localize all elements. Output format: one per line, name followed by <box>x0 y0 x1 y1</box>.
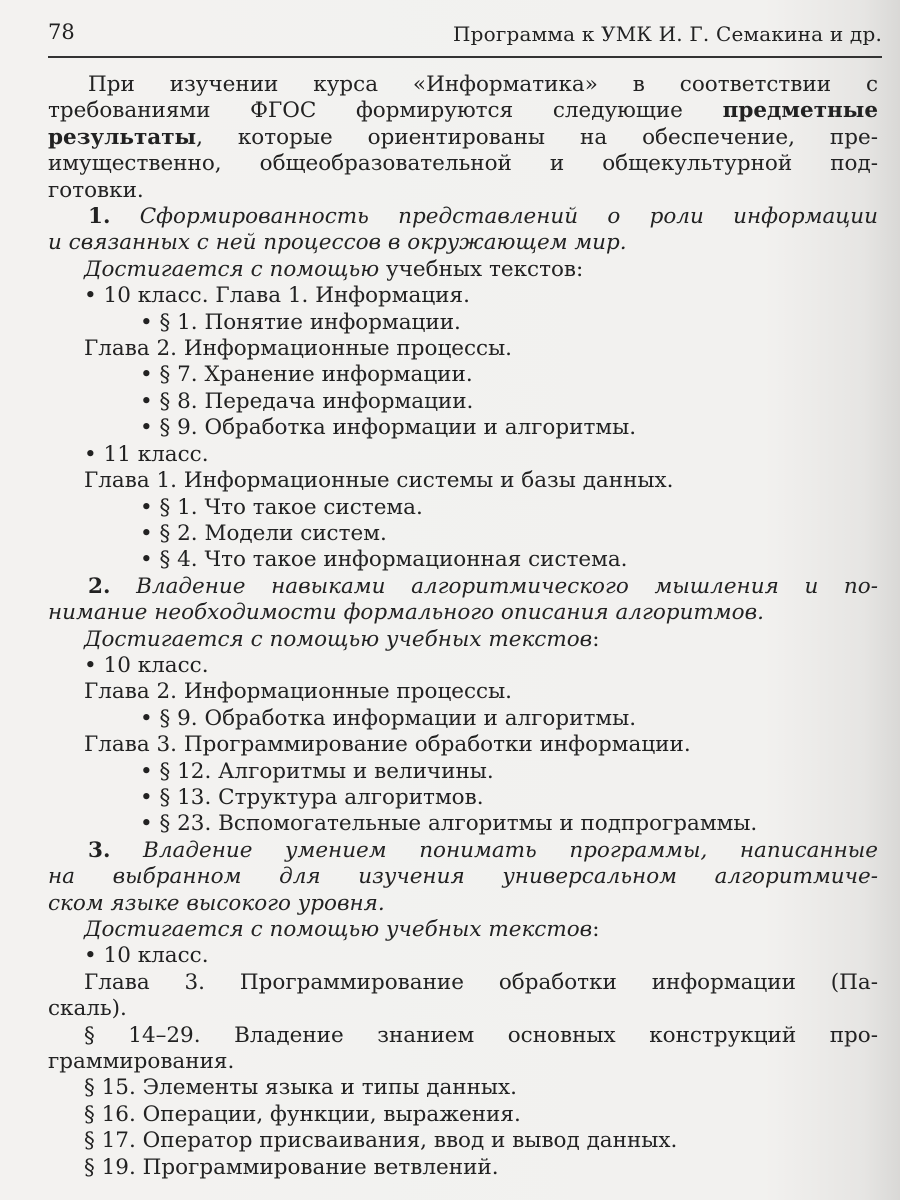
list-item: § 19. Программирование ветвлений. <box>84 1154 499 1180</box>
achieved-text: учебных текстов: <box>386 256 584 282</box>
list-item: Глава 2. Информационные процессы. <box>84 336 513 362</box>
list-item: граммирования. <box>48 1049 235 1075</box>
list-item: § 14–29. Владение знанием основных конструкций про- <box>84 1022 878 1048</box>
section-title-text: Владение умением понимать программы, написанные <box>143 837 878 863</box>
achieved-italic: Достигается с помощью учебных текстов <box>84 626 593 652</box>
list-item: Глава 1. Информационные системы и базы данных. <box>84 468 674 494</box>
list-item: § 16. Операции, функции, выражения. <box>84 1101 521 1127</box>
section-1-title <box>48 204 878 230</box>
list-item: • 10 класс. <box>84 943 209 969</box>
list-item: • § 23. Вспомогательные алгоритмы и подпрограммы. <box>140 811 758 837</box>
intro-line: имущественно, общеобразовательной и общекультурной под- <box>48 151 878 177</box>
intro-line: готовки. <box>48 177 144 203</box>
list-item: • § 9. Обработка информации и алгоритмы. <box>140 705 637 731</box>
section-3-title <box>48 838 878 864</box>
list-item: § 15. Элементы языка и типы данных. <box>84 1075 518 1101</box>
list-item: • § 2. Модели систем. <box>140 520 387 546</box>
section-title-text: нимание необходимости формального описания алгоритмов. <box>48 600 764 626</box>
intro-text: , которые ориентированы на обеспечение, пре- <box>196 124 878 150</box>
achieved-italic: Достигается с помощью <box>84 256 380 282</box>
list-item: скаль). <box>48 996 127 1022</box>
list-item: • § 12. Алгоритмы и величины. <box>140 758 494 784</box>
list-item: § 17. Оператор присваивания, ввод и вывод данных. <box>84 1128 678 1154</box>
achieved-colon: : <box>592 626 600 652</box>
intro-line: При изучении курса «Информатика» в соответствии с <box>88 72 878 97</box>
section-number: 3. <box>88 837 111 863</box>
section-title-text: Владение навыками алгоритмического мышления и по- <box>136 573 878 599</box>
intro-line <box>48 125 878 151</box>
running-title: Программа к УМК И. Г. Семакина и др. <box>452 22 882 46</box>
list-item: • § 1. Что такое система. <box>140 494 423 520</box>
list-item: • § 8. Передача информации. <box>140 388 474 414</box>
section-title-text: и связанных с ней процессов в окружающем мир. <box>48 230 627 256</box>
page-header <box>48 16 882 58</box>
list-item: • 11 класс. <box>84 441 209 467</box>
section-title-text: ском языке высокого уровня. <box>48 890 385 916</box>
list-item: • 10 класс. <box>84 652 209 678</box>
list-item: Глава 3. Программирование обработки информации. <box>84 732 691 758</box>
list-item: • § 7. Хранение информации. <box>140 362 473 388</box>
list-item: Глава 3. Программирование обработки информации (Па- <box>84 969 878 995</box>
section-number: 1. <box>88 204 111 230</box>
intro-bold: предметные <box>722 98 879 124</box>
achieved-line <box>48 257 878 283</box>
achieved-colon: : <box>592 917 600 942</box>
intro-line <box>48 98 878 124</box>
list-item: • § 1. Понятие информации. <box>140 309 461 335</box>
achieved-line <box>48 917 878 943</box>
section-2-title <box>48 574 878 600</box>
achieved-italic: Достигается с помощью учебных текстов <box>84 917 593 942</box>
intro-text: требованиями ФГОС формируются следующие <box>48 98 683 124</box>
section-number: 2. <box>88 573 111 599</box>
section-title-text: на выбранном для изучения универсальном алгоритмиче- <box>48 864 878 890</box>
intro-bold: результаты <box>48 124 197 150</box>
achieved-line <box>48 627 878 653</box>
section-title-text: Сформированность представлений о роли информации <box>139 204 878 230</box>
list-item: Глава 2. Информационные процессы. <box>84 679 513 705</box>
list-item: • § 13. Структура алгоритмов. <box>140 784 484 810</box>
page-number: 78 <box>48 20 75 44</box>
list-item: • § 9. Обработка информации и алгоритмы. <box>140 415 637 441</box>
list-item: • 10 класс. Глава 1. Информация. <box>84 283 470 309</box>
page-body <box>48 72 878 1181</box>
list-item: • § 4. Что такое информационная система. <box>140 547 628 573</box>
